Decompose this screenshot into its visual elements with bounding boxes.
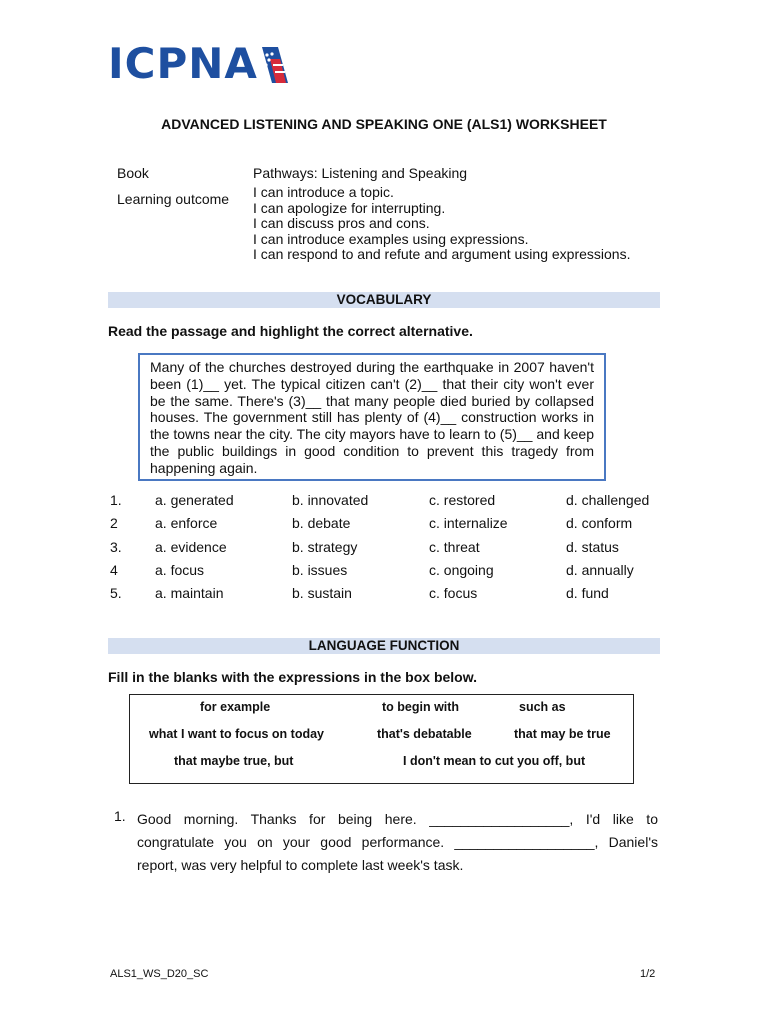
outcome-item: I can respond to and refute and argument using expressions. [253,246,631,262]
option-b[interactable]: b. innovated [292,492,369,508]
vocabulary-instruction: Read the passage and highlight the correct alternative. [108,323,473,339]
option-c[interactable]: c. ongoing [429,562,494,578]
worksheet-title: ADVANCED LISTENING AND SPEAKING ONE (ALS1) WORKSHEET [161,116,607,132]
option-a[interactable]: a. evidence [155,539,227,555]
expression: that's debatable [377,727,472,741]
question-row [108,492,668,512]
question-row [108,562,668,582]
option-b[interactable]: b. debate [292,515,351,531]
question-row [108,515,668,535]
question-number: 3. [110,539,122,555]
icpna-logo [108,39,288,88]
language-function-instruction: Fill in the blanks with the expressions in the box below. [108,669,477,685]
option-c[interactable]: c. focus [429,585,478,601]
learning-outcome-label: Learning outcome [117,191,230,207]
option-d[interactable]: d. challenged [566,492,650,508]
outcome-item: I can introduce examples using expressions. [253,230,529,247]
book-value: Pathways: Listening and Speaking [253,165,468,181]
expression: what I want to focus on today [149,727,324,741]
option-b[interactable]: b. sustain [292,585,352,601]
outcome-item: I can introduce a topic. [253,184,394,200]
logo-text: ICPNA [108,39,258,88]
question-row [108,585,668,605]
question-row [108,539,668,559]
outcome-item: I can apologize for interrupting. [253,199,446,216]
expression: that maybe true, but [174,754,294,768]
option-a[interactable]: a. maintain [155,585,224,601]
document-code: ALS1_WS_D20_SC [110,968,209,980]
option-b[interactable]: b. issues [292,562,348,578]
page-number: 1/2 [640,968,656,980]
exercise-text: Good morning. Thanks for being here. __________________, I'd like to congratulate you on your good performance. __________________, Daniel's report, was very helpful to complete last week's task. [137,811,658,873]
question-number: 5. [110,585,122,601]
option-d[interactable]: d. conform [566,515,633,531]
book-label: Book [117,165,149,181]
exercise-number: 1. [114,808,126,824]
option-a[interactable]: a. focus [155,562,205,578]
expressions-box [129,694,634,784]
language-function-heading: LANGUAGE FUNCTION [108,638,660,654]
expression: for example [200,700,271,714]
learning-outcome-list [253,185,630,263]
option-a[interactable]: a. generated [155,492,234,508]
vocabulary-heading: VOCABULARY [108,292,660,308]
option-c[interactable]: c. internalize [429,515,508,531]
expression: to begin with [382,700,460,714]
expression: that may be true [514,727,611,741]
question-number: 1. [110,492,122,508]
expression: I don't mean to cut you off, but [403,754,586,768]
question-number: 2 [110,515,118,531]
option-a[interactable]: a. enforce [155,515,218,531]
option-d[interactable]: d. annually [566,562,634,578]
option-c[interactable]: c. threat [429,539,480,555]
option-d[interactable]: d. fund [566,585,609,601]
expression: such as [519,700,566,714]
reading-passage: Many of the churches destroyed during the earthquake in 2007 haven't been (1)__ yet. The typical citizen can't (2)__ that their city won't ever be the same. There's (3)__ that many people died buried by collapsed houses. The government still has plenty of (4)__ construction works in the towns near the city. The city mayors have to learn to (5)__ and keep the public buildings in good condition to prevent this tragedy from happening again. [138,353,606,481]
question-number: 4 [110,562,118,578]
outcome-item: I can discuss pros and cons. [253,215,430,231]
option-c[interactable]: c. restored [429,492,496,508]
flag-emblem-icon [248,45,288,85]
option-b[interactable]: b. strategy [292,539,358,555]
option-d[interactable]: d. status [566,539,619,555]
